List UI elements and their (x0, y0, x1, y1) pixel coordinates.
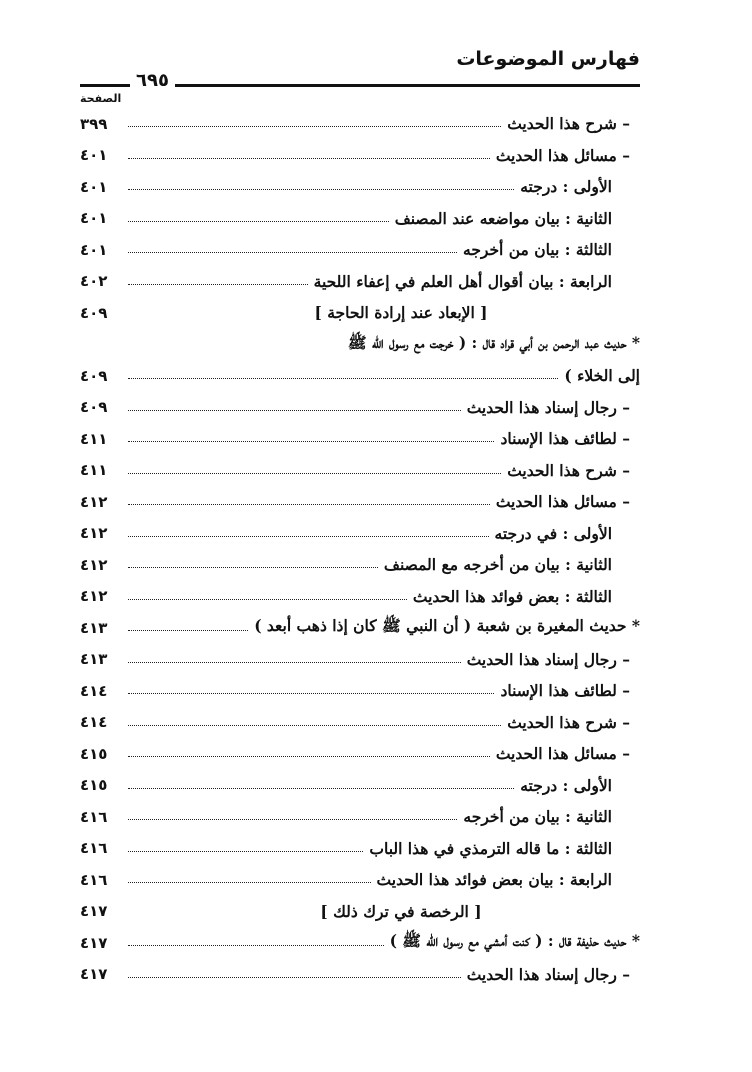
toc-entry (80, 171, 640, 203)
entry-page-number: ٤١٦ (80, 807, 108, 826)
entry-page-number: ٤٠١ (80, 240, 108, 259)
entry-page-number: ٤١٢ (80, 492, 108, 511)
dot-leader (128, 504, 490, 505)
entry-title: – شرح هذا الحديث (507, 460, 630, 480)
toc-entry (80, 959, 640, 991)
toc-entry (80, 518, 640, 550)
entry-page-number: ٤٠١ (80, 177, 108, 196)
entry-page-number: ٤١٢ (80, 555, 108, 574)
dot-leader (128, 221, 389, 222)
entry-title: الثانية : بيان من أخرجه مع المصنف (383, 555, 612, 575)
toc-entry (80, 927, 640, 959)
entry-title: إلى الخلاء ) (564, 366, 640, 386)
dot-leader (128, 378, 558, 379)
entry-page-number: ٤٠١ (80, 146, 108, 165)
dot-leader (128, 473, 501, 474)
entry-page-number: ٤٠٩ (80, 366, 108, 385)
entry-page-number: ٣٩٩ (80, 114, 108, 133)
entry-title: الأولى : درجته (520, 177, 612, 197)
dot-leader (128, 819, 457, 820)
toc-entry (80, 203, 640, 235)
entry-title: الأولى : في درجته (494, 523, 612, 543)
toc-entry (80, 770, 640, 802)
entry-page-number: ٤١٢ (80, 524, 108, 543)
dot-leader (128, 977, 461, 978)
toc-entry (80, 896, 640, 928)
dot-leader (128, 662, 461, 663)
dot-leader (128, 788, 514, 789)
dot-leader (128, 284, 308, 285)
page-column-label: الصفحة (80, 92, 122, 105)
toc-entry (80, 801, 640, 833)
table-of-contents (80, 108, 640, 990)
entry-title: الثالثة : بيان من أخرجه (463, 240, 612, 260)
dot-leader (128, 189, 514, 190)
entry-page-number: ٤١١ (80, 429, 108, 448)
entry-title: الرابعة : بيان أقوال أهل العلم في إعفاء اللحية (313, 271, 612, 291)
entry-title: – رجال إسناد هذا الحديث (466, 649, 630, 669)
dot-leader (128, 945, 384, 946)
toc-entry (80, 675, 640, 707)
toc-entry (80, 738, 640, 770)
dot-leader (128, 410, 461, 411)
entry-page-number: ٤١٧ (80, 933, 108, 952)
entry-page-number: ٤٠٩ (80, 398, 108, 417)
section-heading: [ الرخصة في ترك ذلك ] (320, 901, 482, 921)
dot-leader (128, 882, 371, 883)
entry-title: – شرح هذا الحديث (507, 712, 630, 732)
entry-title: * حديث عبد الرحمن بن أبي قراد قال : ( خرجت مع رسول الله ﷺ (347, 332, 640, 352)
entry-page-number: ٤١٣ (80, 650, 108, 669)
entry-page-number: ٤١٣ (80, 618, 108, 637)
entry-page-number: ٤١٤ (80, 681, 108, 700)
dot-leader (128, 536, 489, 537)
dot-leader (128, 158, 490, 159)
toc-entry (80, 455, 640, 487)
entry-page-number: ٤١٦ (80, 870, 108, 889)
entry-page-number: ٤١٥ (80, 776, 108, 795)
entry-title: الرابعة : بيان بعض فوائد هذا الحديث (376, 870, 612, 890)
dot-leader (128, 693, 494, 694)
dot-leader (128, 851, 363, 852)
toc-entry (80, 549, 640, 581)
toc-entry (80, 486, 640, 518)
toc-entry (80, 392, 640, 424)
toc-entry (80, 707, 640, 739)
entry-title: * حديث حذيفة قال : ( كنت أمشي مع رسول الله ﷺ ) (389, 931, 640, 951)
section-heading: [ الإبعاد عند إرادة الحاجة ] (314, 303, 488, 323)
page-header (80, 48, 640, 91)
toc-entry (80, 423, 640, 455)
entry-page-number: ٤٠٩ (80, 303, 108, 322)
toc-entry (80, 140, 640, 172)
entry-page-number: ٤٠١ (80, 209, 108, 228)
entry-page-number: ٤١٢ (80, 587, 108, 606)
toc-entry (80, 234, 640, 266)
entry-page-number: ٤١٧ (80, 902, 108, 921)
toc-entry (80, 644, 640, 676)
entry-title: – لطائف هذا الإسناد (500, 429, 630, 449)
toc-entry (80, 297, 640, 329)
page-title: فهارس الموضوعات (456, 48, 640, 70)
dot-leader (128, 252, 457, 253)
entry-page-number: ٤١٥ (80, 744, 108, 763)
entry-title: – رجال إسناد هذا الحديث (466, 397, 630, 417)
entry-title: – مسائل هذا الحديث (495, 744, 630, 764)
entry-title: الثانية : بيان من أخرجه (463, 807, 612, 827)
entry-page-number: ٤١٤ (80, 713, 108, 732)
page-number: ٦٩٥ (130, 70, 175, 91)
dot-leader (128, 126, 501, 127)
entry-title: – رجال إسناد هذا الحديث (466, 964, 630, 984)
entry-title: الثالثة : بعض فوائد هذا الحديث (412, 586, 612, 606)
entry-title: * حديث المغيرة بن شعبة ( أن النبي ﷺ كان إذا ذهب أبعد ) (254, 616, 640, 636)
entry-title: – لطائف هذا الإسناد (500, 681, 630, 701)
toc-entry (80, 329, 640, 361)
entry-title: – شرح هذا الحديث (507, 114, 630, 134)
toc-entry (80, 360, 640, 392)
dot-leader (128, 630, 248, 631)
entry-title: الثالثة : ما قاله الترمذي في هذا الباب (369, 838, 612, 858)
entry-title: – مسائل هذا الحديث (495, 145, 630, 165)
entry-page-number: ٤١١ (80, 461, 108, 480)
entry-title: الثانية : بيان مواضعه عند المصنف (394, 208, 612, 228)
dot-leader (128, 756, 490, 757)
toc-entry (80, 581, 640, 613)
entry-page-number: ٤١٦ (80, 839, 108, 858)
toc-entry (80, 864, 640, 896)
toc-entry (80, 833, 640, 865)
entry-page-number: ٤١٧ (80, 965, 108, 984)
toc-entry (80, 266, 640, 298)
entry-title: الأولى : درجته (520, 775, 612, 795)
dot-leader (128, 599, 407, 600)
entry-page-number: ٤٠٢ (80, 272, 108, 291)
toc-entry (80, 108, 640, 140)
entry-title: – مسائل هذا الحديث (495, 492, 630, 512)
toc-entry (80, 612, 640, 644)
dot-leader (128, 441, 494, 442)
dot-leader (128, 567, 378, 568)
dot-leader (128, 725, 501, 726)
